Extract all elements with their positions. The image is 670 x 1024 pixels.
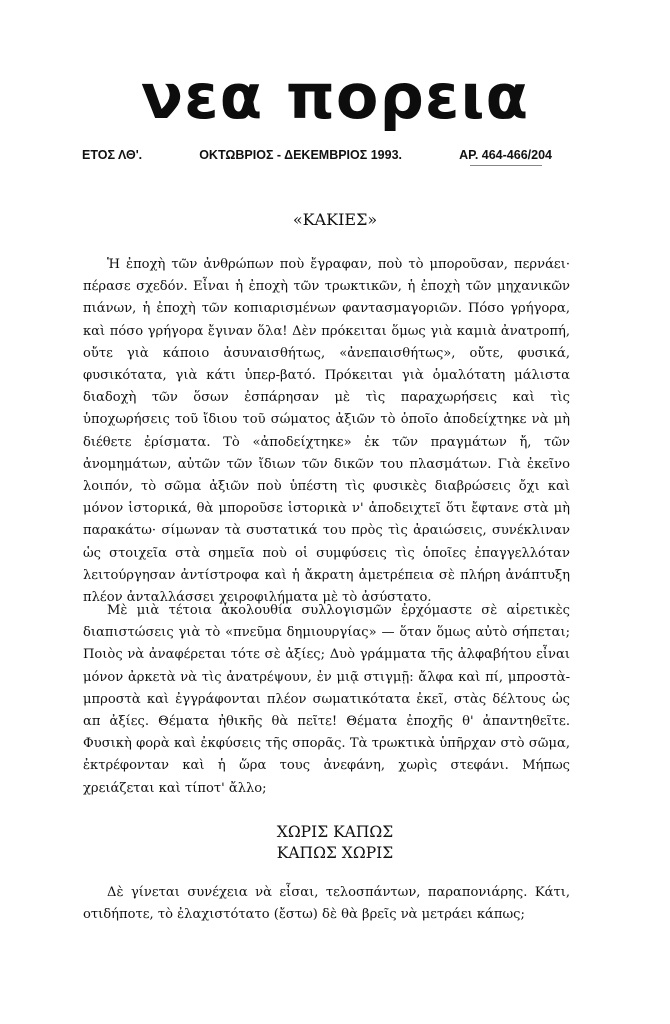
article-paragraph [83, 882, 570, 926]
article-title: «ΚΑΚΙΕΣ» [292, 210, 378, 229]
section-subtitle: ΚΑΠΩΣ ΧΩΡΙΣ [276, 844, 394, 862]
paragraph-text: Ἡ ἐποχὴ τῶν ἀνθρώπων ποὺ ἔγραφαν, ποὺ τὸ μποροῦσαν, περνάει· πέρασε σχεδόν. Εἶναι ἡ ἐποχὴ τῶν τρωκτικῶν, ἡ ἐποχὴ τῶν μηχανικῶν πιάνων, ἡ ἐποχὴ τῶν κοπιαρισμένων φαντασμαγοριῶν. Πόσο γρήγορα, καὶ πόσο γρήγορα ἔγιναν ὅλα! Δὲν πρόκειται ὅμως γιὰ καμιὰ ἀνατροπή, οὔτε γιὰ κάποιο ἀσυναισθήτως, «ἀνεπαισθήτως», οὔτε, φυσικά, φυσικότατα, γιὰ κάτι ὑπερ-βατό. Πρόκειται γιὰ ὁμαλότατη μάλιστα διαδοχὴ τῶν ὅσων ἐσπάρησαν μὲ τὶς παραχωρήσεις καὶ τὶς ὑποχωρήσεις τοῦ ἴδιου τοῦ σώματος ἀξιῶν τὸ ὁποῖο ἀποδείχτηκε νὰ μὴ διέθετε ἐρίσματα. Τὸ «ἀποδείχτηκε» ἐκ τῶν πραγμάτων ἤ, τῶν ἀνομημάτων, αὐτῶν τῶν ἴδιων τῶν δικῶν του πλασμάτων. Γιὰ ἐκεῖνο λοιπόν, τὸ σῶμα ἀξιῶν ποὺ ὑπέστη τὶς φυσικὲς διαβρώσεις ὄχι καὶ μόνον ἱστορικά, θὰ μποροῦσε ἱστορικὰ ν' ἀποδειχτεῖ ὅτι ἔφτανε στὰ μὴ παρακάτω· σίμωναν τὰ συστατικά του πρὸς τὶς ἀραιώσεις, συνέκλιναν ὡς στοιχεῖα στὰ σημεῖα ποὺ οἱ συμφύσεις τὶς ὁποῖες ἐπαγγελλόταν λειτούργησαν ἀντίστροφα καὶ ἡ ἄκρατη ἀμετρέπεια σὲ πλήρη ἀνάπτυξη πλέον ἀνταλλάσσει χειροφιλήματα μὲ τὸ ἀσύστατο. [83, 257, 570, 606]
issue-underline [470, 165, 542, 166]
article-paragraph [83, 600, 570, 800]
paragraph-text: Δὲ γίνεται συνέχεια νὰ εἶσαι, τελοσπάντων, παραπονιάρης. Κάτι, οτιδήποτε, τὸ ἐλαχιστότατο (ἔστω) δὲ θὰ βρεῖς νὰ μετράει κάπως; [83, 885, 570, 923]
section-subtitle: ΧΩΡΙΣ ΚΑΠΩΣ [276, 823, 394, 841]
issue-period: ΟΚΤΩΒΡΙΟΣ - ΔΕΚΕΜΒΡΙΟΣ 1993. [199, 148, 403, 162]
issue-line [82, 147, 552, 163]
issue-year: ΕΤΟΣ ΛΘ'. [82, 148, 143, 162]
article-paragraph [83, 254, 570, 609]
paragraph-text: Μὲ μιὰ τέτοια ἀκολουθία συλλογισμῶν ἐρχόμαστε σὲ αἱρετικὲς διαπιστώσεις γιὰ τὸ «πνεῦμα δημιουργίας» — ὅταν ὅμως αὐτὸ σήπεται; Ποιὸς νὰ ἀναφέρεται τότε σὲ ἀξίες; Δυὸ γράμματα τῆς ἀλφαβήτου εἶναι μόνον ἀρκετὰ νὰ τὶς ἀνατρέψουν, ἐν μιᾷ στιγμῇ: ἄλφα καὶ πί, μπροστὰ-μπροστὰ καὶ ἐγγράφονται πλέον σωματικότατα ἐκεῖ, στὰς δέλτους ὡς απ ἀξίες. Θέματα ἠθικῆς θὰ πεῖτε! Θέματα ἐποχῆς θ' ἀπαντηθεῖτε. Φυσικὴ φορὰ καὶ ἐκφύσεις τῆς σπορᾶς. Τὰ τρωκτικὰ ὑπῆρχαν στὸ σῶμα, ἐκτρέφονταν καὶ ἡ ὥρα τους ἀνεφάνη, χωρὶς στεφάνι. Μήπως χρειάζεται καὶ τίποτ' ἄλλο; [83, 603, 570, 796]
issue-number: ΑΡ. 464-466/204 [459, 148, 552, 162]
masthead-title: νεα πορεια [140, 60, 530, 133]
